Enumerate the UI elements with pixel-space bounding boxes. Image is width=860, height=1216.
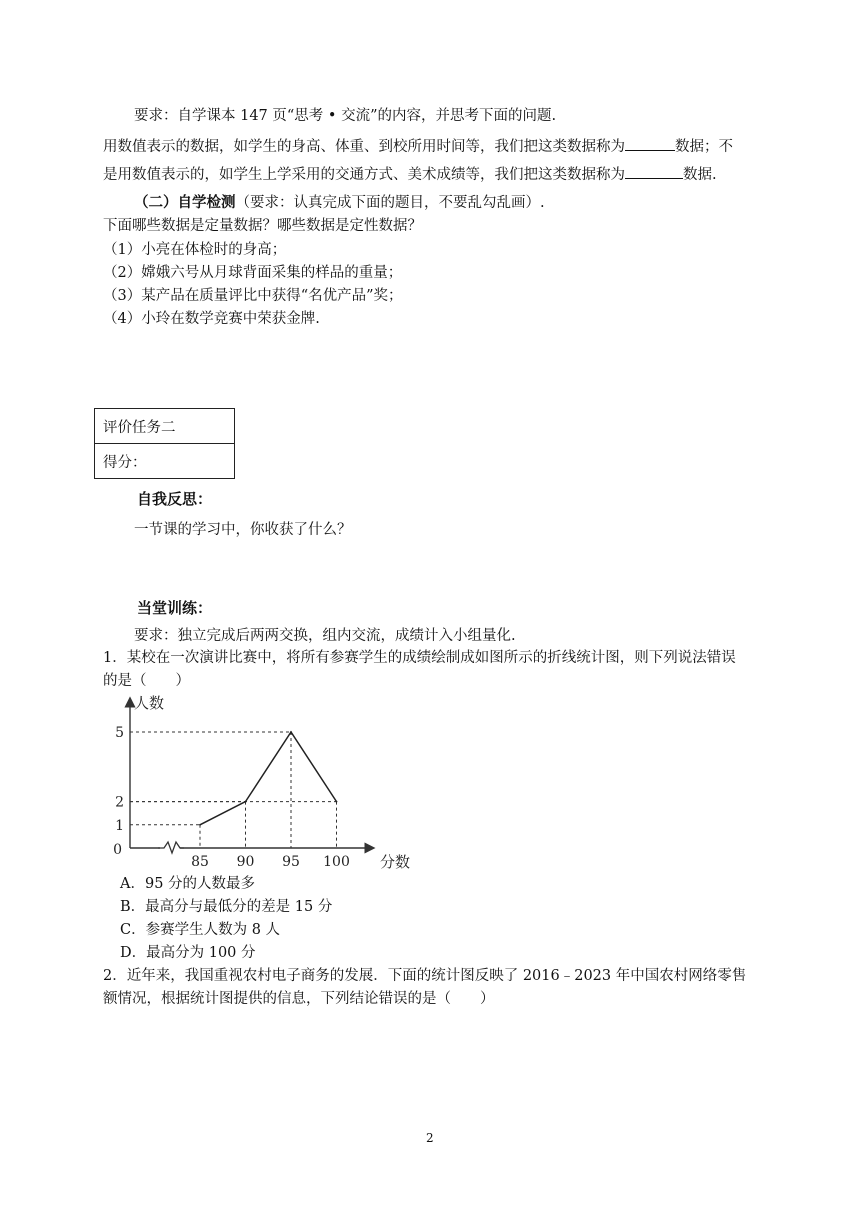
x-tick-label: 85	[191, 854, 209, 870]
evaluation-score-cell[interactable]: 得分：	[95, 444, 235, 479]
self-check-item: （1）小亮在体检时的身高；	[103, 242, 287, 258]
intro-paragraph-line2-text: 是用数值表示的，如学生上学采用的交通方式、美术成绩等，我们把这类数据称为	[103, 167, 625, 183]
question-1-line2: 的是（ ）	[103, 673, 190, 689]
option-c[interactable]: C．参赛学生人数为 8 人	[120, 922, 281, 938]
self-check-question: 下面哪些数据是定量数据？哪些数据是定性数据？	[103, 218, 422, 234]
origin-label: 0	[113, 842, 122, 858]
practice-heading: 当堂训练：	[137, 599, 213, 617]
option-d[interactable]: D．最高分为 100 分	[120, 945, 256, 961]
x-tick-label: 95	[282, 854, 300, 870]
qualitative-blank[interactable]	[625, 164, 683, 179]
question-1-line1: 1．某校在一次演讲比赛中，将所有参赛学生的成绩绘制成如图所示的折线统计图，则下列说法错误	[103, 650, 736, 666]
question-2-line2: 额情况，根据统计图提供的信息，下列结论错误的是（ ）	[103, 991, 495, 1007]
question-2-line1: 2．近年来，我国重视农村电子商务的发展．下面的统计图反映了 2016﹣2023 年中国农村网络零售	[103, 968, 747, 984]
self-check-item: （3）某产品在质量评比中获得“名优产品”奖；	[103, 288, 403, 304]
self-check-item: （4）小玲在数学竞赛中荣获金牌.	[103, 311, 320, 327]
y-tick-label: 1	[115, 817, 124, 834]
score-line-chart	[108, 688, 438, 873]
x-tick-label: 100	[323, 854, 350, 870]
intro-paragraph-line1-text: 用数值表示的数据，如学生的身高、体重、到校所用时间等，我们把这类数据称为	[103, 139, 625, 155]
intro-paragraph-line2	[103, 164, 717, 185]
intro-paragraph-line2-tail: 数据.	[683, 167, 717, 183]
intro-paragraph-line1-tail: 数据；不	[675, 139, 733, 155]
data-point	[290, 731, 292, 733]
intro-paragraph-line1	[103, 136, 733, 157]
reflection-heading: 自我反思：	[137, 490, 213, 508]
page-number: 2	[426, 1131, 434, 1145]
data-point	[336, 801, 338, 803]
y-tick-label: 2	[115, 794, 124, 811]
self-check-heading-line	[134, 193, 545, 213]
option-a[interactable]: A．95 分的人数最多	[120, 876, 256, 892]
y-tick-label: 5	[115, 725, 124, 741]
evaluation-table	[94, 408, 235, 479]
self-check-item: （2）嫦娥六号从月球背面采集的样品的重量；	[103, 265, 403, 281]
self-check-requirement: （要求：认真完成下面的题目，不要乱勾乱画）.	[235, 195, 545, 211]
option-b[interactable]: B．最高分与最低分的差是 15 分	[120, 899, 333, 915]
practice-requirement: 要求：独立完成后两两交换，组内交流，成绩计入小组量化.	[134, 628, 516, 644]
data-point	[245, 801, 247, 803]
x-axis-label: 分数	[380, 853, 411, 871]
data-series-line	[200, 732, 337, 825]
self-study-requirement: 要求：自学课本 147 页“思考 • 交流”的内容，并思考下面的问题.	[134, 108, 557, 124]
self-check-heading: （二）自学检测	[134, 195, 236, 211]
evaluation-task-cell: 评价任务二	[95, 409, 235, 444]
reflection-prompt: 一节课的学习中，你收获了什么？	[134, 522, 352, 538]
x-tick-label: 90	[236, 854, 255, 870]
y-axis-label: 人数	[134, 694, 165, 712]
quantitative-blank[interactable]	[625, 136, 675, 151]
data-point	[199, 824, 201, 826]
